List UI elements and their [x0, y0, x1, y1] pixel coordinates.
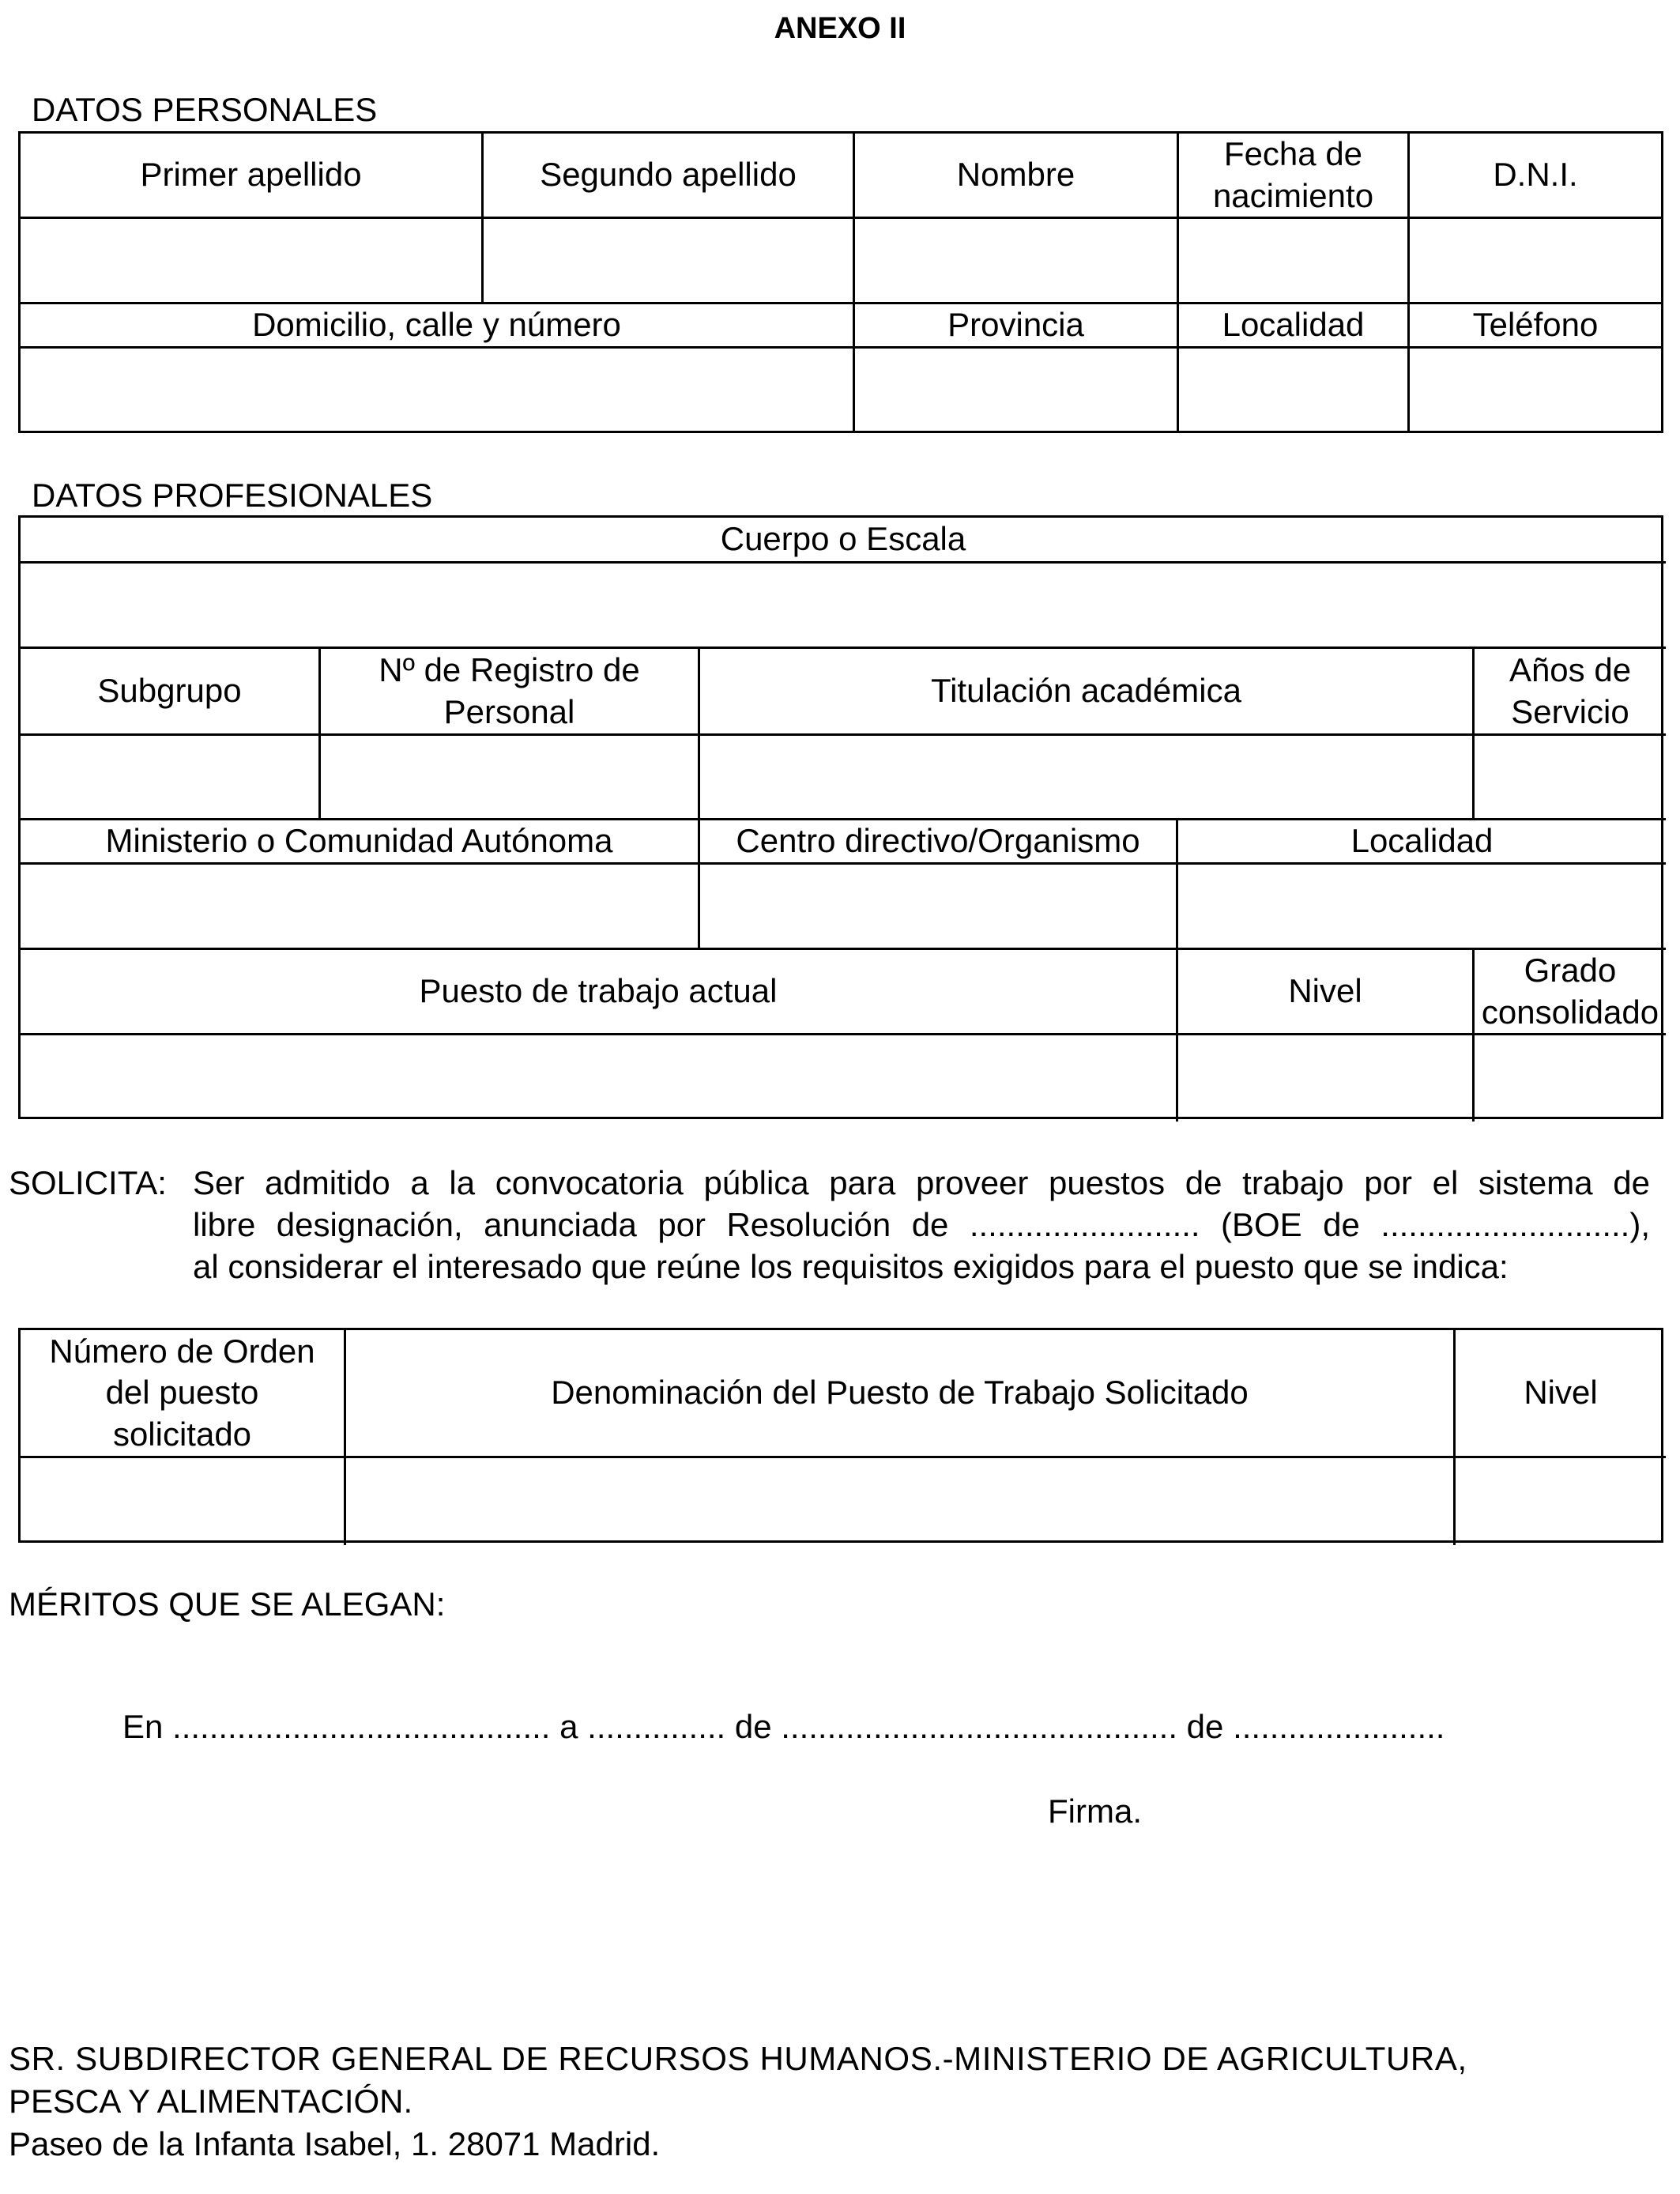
field-numero-orden[interactable]: [21, 1458, 346, 1545]
section-label-personal: DATOS PERSONALES: [32, 91, 378, 128]
header-subgrupo: Subgrupo: [21, 649, 321, 736]
field-nrp[interactable]: [321, 736, 700, 820]
field-segundo-apellido[interactable]: [484, 219, 855, 304]
header-localidad-profesional: Localidad: [1178, 820, 1666, 865]
field-dni[interactable]: [1410, 219, 1661, 304]
field-cuerpo-escala[interactable]: [21, 564, 1666, 649]
header-nombre: Nombre: [855, 134, 1179, 219]
header-anos-servicio: Años de Servicio: [1475, 649, 1666, 736]
date-line: En ......................................... a ............... de ........................................... de .......................: [122, 1708, 1445, 1745]
field-puesto-actual[interactable]: [21, 1035, 1178, 1122]
header-grado-consolidado: Grado consolidado: [1475, 950, 1666, 1035]
header-cuerpo-escala: Cuerpo o Escala: [21, 518, 1666, 564]
header-telefono: Teléfono: [1410, 304, 1661, 349]
header-segundo-apellido: Segundo apellido: [484, 134, 855, 219]
field-denominacion-puesto[interactable]: [346, 1458, 1456, 1545]
header-nivel: Nivel: [1178, 950, 1475, 1035]
field-nivel[interactable]: [1178, 1035, 1475, 1122]
solicita-line-3: al considerar el interesado que reúne los requisitos exigidos para el puesto que se indica:: [193, 1248, 1509, 1285]
field-titulacion[interactable]: [700, 736, 1475, 820]
field-telefono[interactable]: [1410, 349, 1661, 431]
header-localidad: Localidad: [1179, 304, 1410, 349]
field-grado-consolidado[interactable]: [1475, 1035, 1666, 1122]
field-localidad-profesional[interactable]: [1178, 865, 1666, 950]
section-label-profesional: DATOS PROFESIONALES: [32, 477, 433, 514]
field-subgrupo[interactable]: [21, 736, 321, 820]
recipient-line-1: SR. SUBDIRECTOR GENERAL DE RECURSOS HUMANOS.-MINISTERIO DE AGRICULTURA,: [9, 2040, 1467, 2077]
field-nombre[interactable]: [855, 219, 1179, 304]
field-ministerio[interactable]: [21, 865, 700, 950]
field-nivel-solicitado[interactable]: [1456, 1458, 1666, 1545]
signature-label: Firma.: [1048, 1793, 1142, 1830]
field-anos-servicio[interactable]: [1475, 736, 1666, 820]
recipient-line-2: PESCA Y ALIMENTACIÓN.: [9, 2083, 413, 2120]
field-provincia[interactable]: [855, 349, 1179, 431]
solicita-label: SOLICITA:: [9, 1164, 167, 1201]
header-dni: D.N.I.: [1410, 134, 1661, 219]
requested-position-table: [18, 1328, 1663, 1543]
field-domicilio[interactable]: [21, 349, 855, 431]
header-numero-orden: Número de Orden del puesto solicitado: [21, 1330, 346, 1458]
header-provincia: Provincia: [855, 304, 1179, 349]
header-nrp: Nº de Registro de Personal: [321, 649, 700, 736]
header-fecha-nacimiento: Fecha de nacimiento: [1179, 134, 1410, 219]
header-denominacion-puesto: Denominación del Puesto de Trabajo Solicitado: [346, 1330, 1456, 1458]
personal-data-table: [18, 131, 1663, 433]
header-nivel-solicitado: Nivel: [1456, 1330, 1666, 1458]
field-fecha-nacimiento[interactable]: [1179, 219, 1410, 304]
header-centro-directivo: Centro directivo/Organismo: [700, 820, 1178, 865]
field-primer-apellido[interactable]: [21, 219, 484, 304]
header-primer-apellido: Primer apellido: [21, 134, 484, 219]
recipient-address: Paseo de la Infanta Isabel, 1. 28071 Madrid.: [9, 2125, 661, 2162]
solicita-line-1: Ser admitido a la convocatoria pública para proveer puestos de trabajo por el sistema de: [193, 1164, 1650, 1201]
solicita-line-2: libre designación, anunciada por Resolución de ......................... (BOE de ...........................),: [193, 1206, 1650, 1243]
field-localidad[interactable]: [1179, 349, 1410, 431]
header-titulacion: Titulación académica: [700, 649, 1475, 736]
header-ministerio: Ministerio o Comunidad Autónoma: [21, 820, 700, 865]
header-domicilio: Domicilio, calle y número: [21, 304, 855, 349]
header-puesto-actual: Puesto de trabajo actual: [21, 950, 1178, 1035]
professional-data-table: [18, 515, 1663, 1119]
meritos-label: MÉRITOS QUE SE ALEGAN:: [9, 1585, 446, 1623]
page-title: ANEXO II: [774, 12, 906, 45]
field-centro-directivo[interactable]: [700, 865, 1178, 950]
